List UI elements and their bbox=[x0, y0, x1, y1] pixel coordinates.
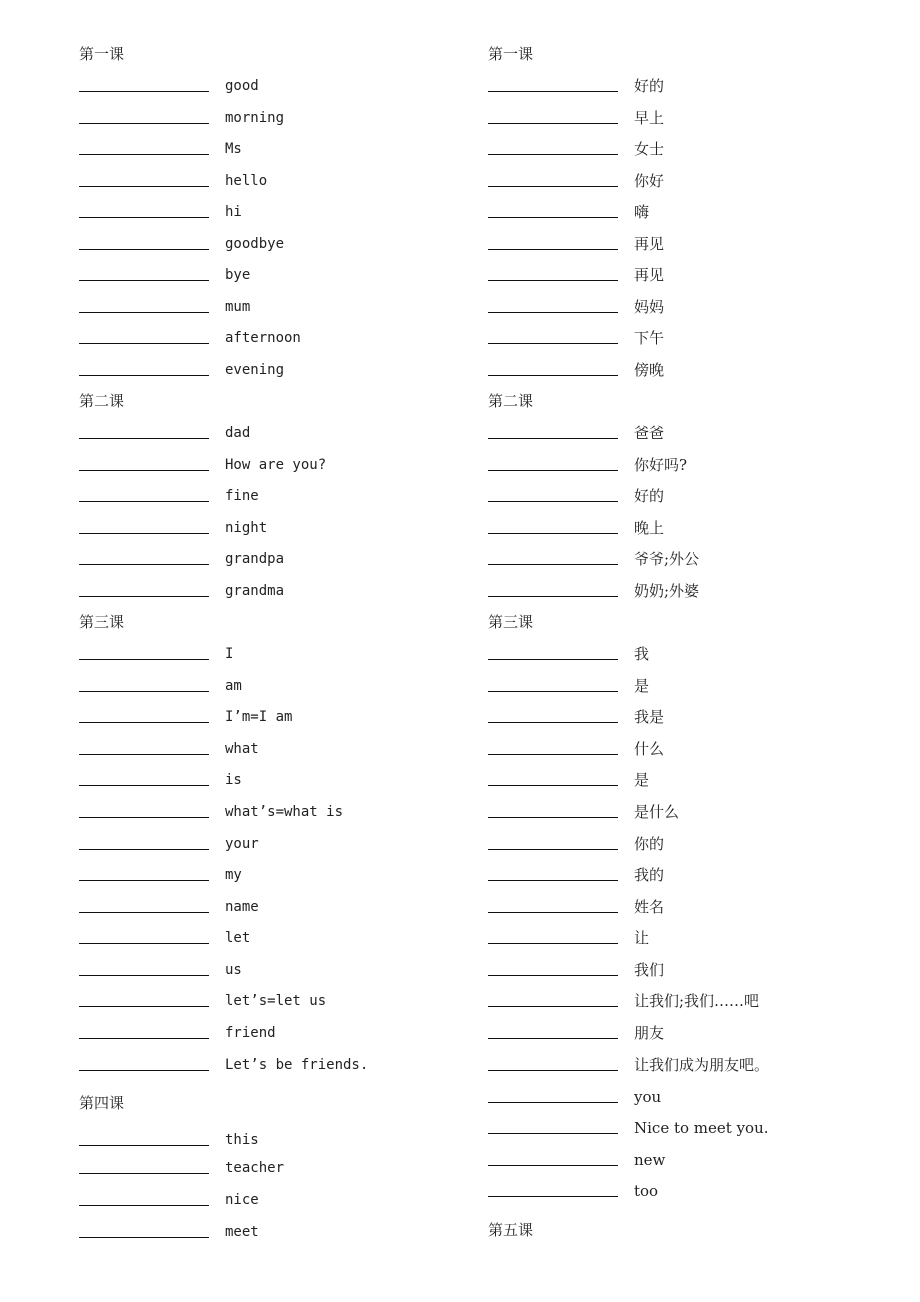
vocab-entry bbox=[488, 991, 908, 1011]
vocab-entry bbox=[488, 234, 908, 254]
answer-blank-line[interactable] bbox=[79, 659, 209, 660]
vocab-entry bbox=[79, 549, 499, 569]
vocab-entry bbox=[79, 297, 499, 317]
vocab-entry bbox=[79, 644, 499, 664]
vocab-word: what’s=what is bbox=[225, 804, 344, 820]
vocab-word: is bbox=[225, 772, 242, 788]
lesson-heading: 第一课 bbox=[79, 45, 125, 63]
vocab-word: mum bbox=[225, 299, 251, 315]
answer-blank-line[interactable] bbox=[488, 280, 618, 281]
vocab-word: you bbox=[634, 1088, 662, 1106]
vocab-word: what bbox=[225, 741, 259, 757]
vocab-entry bbox=[488, 676, 908, 696]
vocab-entry bbox=[79, 455, 499, 475]
vocab-entry bbox=[488, 770, 908, 790]
answer-blank-line[interactable] bbox=[79, 533, 209, 534]
vocab-word: 嗨 bbox=[634, 203, 650, 221]
answer-blank-line[interactable] bbox=[79, 1173, 209, 1174]
vocab-word: my bbox=[225, 867, 242, 883]
vocab-entry bbox=[488, 76, 908, 96]
vocab-word: am bbox=[225, 678, 242, 694]
vocab-entry bbox=[488, 739, 908, 759]
vocab-entry bbox=[488, 1023, 908, 1043]
answer-blank-line[interactable] bbox=[488, 1102, 618, 1103]
vocab-entry bbox=[488, 865, 908, 885]
vocab-word: new bbox=[634, 1151, 666, 1169]
answer-blank-line[interactable] bbox=[79, 1205, 209, 1206]
vocab-word: 是 bbox=[634, 771, 650, 789]
answer-blank-line[interactable] bbox=[488, 312, 618, 313]
vocab-word: 是什么 bbox=[634, 803, 680, 821]
answer-blank-line[interactable] bbox=[488, 154, 618, 155]
vocab-word: good bbox=[225, 78, 259, 94]
vocab-word: 好的 bbox=[634, 487, 665, 505]
vocab-entry bbox=[79, 202, 499, 222]
vocab-entry bbox=[79, 897, 499, 917]
vocab-entry bbox=[488, 139, 908, 159]
answer-blank-line[interactable] bbox=[79, 1038, 209, 1039]
vocab-word: 我是 bbox=[634, 708, 665, 726]
vocab-entry bbox=[488, 1150, 908, 1170]
vocab-word: Nice to meet you. bbox=[634, 1119, 769, 1137]
answer-blank-line[interactable] bbox=[79, 470, 209, 471]
answer-blank-line[interactable] bbox=[79, 691, 209, 692]
vocab-entry bbox=[79, 328, 499, 348]
vocab-word: 朋友 bbox=[634, 1024, 665, 1042]
vocab-word: 你好吗? bbox=[634, 456, 688, 474]
vocab-word: 爷爷;外公 bbox=[634, 550, 700, 568]
answer-blank-line[interactable] bbox=[488, 817, 618, 818]
answer-blank-line[interactable] bbox=[488, 1196, 618, 1197]
answer-blank-line[interactable] bbox=[488, 943, 618, 944]
vocab-word: night bbox=[225, 520, 268, 536]
answer-blank-line[interactable] bbox=[79, 564, 209, 565]
answer-blank-line[interactable] bbox=[488, 217, 618, 218]
vocab-entry bbox=[79, 1222, 499, 1242]
vocab-entry bbox=[488, 518, 908, 538]
vocab-word: I bbox=[225, 646, 234, 662]
answer-blank-line[interactable] bbox=[488, 564, 618, 565]
lesson-heading: 第五课 bbox=[488, 1221, 534, 1239]
lesson-heading: 第一课 bbox=[488, 45, 534, 63]
answer-blank-line[interactable] bbox=[79, 249, 209, 250]
vocab-word: 我们 bbox=[634, 961, 665, 979]
vocab-word: 你好 bbox=[634, 172, 665, 190]
vocab-entry bbox=[488, 455, 908, 475]
answer-blank-line[interactable] bbox=[79, 501, 209, 502]
vocab-entry bbox=[488, 549, 908, 569]
answer-blank-line[interactable] bbox=[79, 943, 209, 944]
vocab-word: 好的 bbox=[634, 77, 665, 95]
vocab-entry bbox=[488, 834, 908, 854]
answer-blank-line[interactable] bbox=[488, 1133, 618, 1134]
answer-blank-line[interactable] bbox=[488, 249, 618, 250]
answer-blank-line[interactable] bbox=[79, 785, 209, 786]
vocab-word: 爸爸 bbox=[634, 424, 665, 442]
answer-blank-line[interactable] bbox=[488, 91, 618, 92]
vocab-entry bbox=[79, 707, 499, 727]
answer-blank-line[interactable] bbox=[488, 375, 618, 376]
vocab-entry bbox=[488, 171, 908, 191]
vocab-word: 妈妈 bbox=[634, 298, 665, 316]
vocab-word: I’m=I am bbox=[225, 709, 293, 725]
lesson-heading: 第四课 bbox=[79, 1094, 125, 1112]
vocab-word: 是 bbox=[634, 677, 650, 695]
answer-blank-line[interactable] bbox=[79, 880, 209, 881]
vocab-word: grandpa bbox=[225, 551, 285, 567]
vocab-word: morning bbox=[225, 110, 285, 126]
vocab-word: evening bbox=[225, 362, 285, 378]
vocab-word: 我的 bbox=[634, 866, 665, 884]
vocab-entry bbox=[79, 360, 499, 380]
lesson-heading: 第三课 bbox=[488, 613, 534, 631]
vocab-word: goodbye bbox=[225, 236, 285, 252]
vocab-word: How are you? bbox=[225, 457, 327, 473]
vocab-word: your bbox=[225, 836, 259, 852]
vocab-entry bbox=[488, 960, 908, 980]
vocab-entry bbox=[79, 802, 499, 822]
answer-blank-line[interactable] bbox=[79, 217, 209, 218]
vocab-entry bbox=[79, 108, 499, 128]
vocab-entry bbox=[488, 1087, 908, 1107]
answer-blank-line[interactable] bbox=[488, 659, 618, 660]
vocab-entry bbox=[79, 1055, 499, 1075]
answer-blank-line[interactable] bbox=[79, 154, 209, 155]
answer-blank-line[interactable] bbox=[488, 754, 618, 755]
vocab-word: 让我们成为朋友吧。 bbox=[634, 1056, 770, 1074]
vocab-word: grandma bbox=[225, 583, 285, 599]
answer-blank-line[interactable] bbox=[488, 501, 618, 502]
lesson-heading: 第二课 bbox=[488, 392, 534, 410]
vocab-entry bbox=[488, 108, 908, 128]
vocab-word: 姓名 bbox=[634, 898, 665, 916]
vocab-entry bbox=[488, 297, 908, 317]
vocab-entry bbox=[488, 581, 908, 601]
answer-blank-line[interactable] bbox=[79, 343, 209, 344]
lesson-heading: 第二课 bbox=[79, 392, 125, 410]
answer-blank-line[interactable] bbox=[79, 912, 209, 913]
vocab-entry bbox=[79, 234, 499, 254]
answer-blank-line[interactable] bbox=[488, 343, 618, 344]
vocab-word: hi bbox=[225, 204, 242, 220]
answer-blank-line[interactable] bbox=[79, 186, 209, 187]
vocab-word: nice bbox=[225, 1192, 259, 1208]
answer-blank-line[interactable] bbox=[488, 1165, 618, 1166]
answer-blank-line[interactable] bbox=[488, 438, 618, 439]
lesson-heading: 第三课 bbox=[79, 613, 125, 631]
vocab-entry bbox=[79, 928, 499, 948]
answer-blank-line[interactable] bbox=[488, 849, 618, 850]
vocab-word: 女士 bbox=[634, 140, 665, 158]
vocab-word: name bbox=[225, 899, 259, 915]
vocab-entry bbox=[79, 865, 499, 885]
vocab-word: meet bbox=[225, 1224, 259, 1240]
answer-blank-line[interactable] bbox=[79, 91, 209, 92]
vocab-entry bbox=[79, 171, 499, 191]
answer-blank-line[interactable] bbox=[488, 912, 618, 913]
vocab-entry bbox=[488, 202, 908, 222]
vocab-word: Let’s be friends. bbox=[225, 1057, 369, 1073]
vocab-word: 傍晚 bbox=[634, 361, 665, 379]
vocab-entry bbox=[488, 1118, 908, 1138]
vocab-entry bbox=[79, 76, 499, 96]
vocab-entry bbox=[79, 1130, 499, 1150]
vocab-entry bbox=[488, 1181, 908, 1201]
vocab-entry bbox=[79, 1158, 499, 1178]
vocab-word: let bbox=[225, 930, 251, 946]
vocab-word: 我 bbox=[634, 645, 650, 663]
answer-blank-line[interactable] bbox=[488, 1038, 618, 1039]
vocab-entry bbox=[79, 518, 499, 538]
vocab-entry bbox=[79, 581, 499, 601]
vocab-entry bbox=[488, 328, 908, 348]
vocab-entry bbox=[79, 991, 499, 1011]
vocab-word: 让 bbox=[634, 929, 650, 947]
vocab-word: 早上 bbox=[634, 109, 665, 127]
answer-blank-line[interactable] bbox=[79, 817, 209, 818]
answer-blank-line[interactable] bbox=[488, 880, 618, 881]
answer-blank-line[interactable] bbox=[488, 596, 618, 597]
answer-blank-line[interactable] bbox=[79, 280, 209, 281]
vocab-entry bbox=[79, 770, 499, 790]
answer-blank-line[interactable] bbox=[79, 1237, 209, 1238]
answer-blank-line[interactable] bbox=[488, 785, 618, 786]
vocab-word: Ms bbox=[225, 141, 242, 157]
answer-blank-line[interactable] bbox=[488, 123, 618, 124]
answer-blank-line[interactable] bbox=[488, 691, 618, 692]
answer-blank-line[interactable] bbox=[79, 375, 209, 376]
answer-blank-line[interactable] bbox=[488, 533, 618, 534]
vocab-entry bbox=[79, 423, 499, 443]
vocab-entry bbox=[488, 802, 908, 822]
answer-blank-line[interactable] bbox=[79, 438, 209, 439]
answer-blank-line[interactable] bbox=[79, 722, 209, 723]
vocab-word: 奶奶;外婆 bbox=[634, 582, 700, 600]
answer-blank-line[interactable] bbox=[488, 722, 618, 723]
vocab-word: fine bbox=[225, 488, 259, 504]
vocab-entry bbox=[79, 960, 499, 980]
vocab-word: us bbox=[225, 962, 242, 978]
vocab-word: 下午 bbox=[634, 329, 665, 347]
vocab-word: 晚上 bbox=[634, 519, 665, 537]
vocab-entry bbox=[79, 1023, 499, 1043]
answer-blank-line[interactable] bbox=[488, 470, 618, 471]
answer-blank-line[interactable] bbox=[79, 849, 209, 850]
answer-blank-line[interactable] bbox=[488, 186, 618, 187]
vocab-entry bbox=[488, 707, 908, 727]
answer-blank-line[interactable] bbox=[79, 312, 209, 313]
vocab-entry bbox=[488, 897, 908, 917]
vocab-entry bbox=[79, 265, 499, 285]
vocab-entry bbox=[488, 360, 908, 380]
answer-blank-line[interactable] bbox=[79, 975, 209, 976]
answer-blank-line[interactable] bbox=[79, 1145, 209, 1146]
vocab-entry bbox=[488, 265, 908, 285]
vocab-entry bbox=[79, 1190, 499, 1210]
vocab-word: afternoon bbox=[225, 330, 301, 346]
answer-blank-line[interactable] bbox=[488, 1070, 618, 1071]
answer-blank-line[interactable] bbox=[79, 123, 209, 124]
vocab-entry bbox=[488, 928, 908, 948]
vocab-entry bbox=[488, 644, 908, 664]
answer-blank-line[interactable] bbox=[79, 1006, 209, 1007]
answer-blank-line[interactable] bbox=[488, 975, 618, 976]
vocab-word: teacher bbox=[225, 1160, 285, 1176]
vocab-word: 再见 bbox=[634, 266, 665, 284]
english-column bbox=[79, 0, 499, 1302]
vocab-entry bbox=[79, 139, 499, 159]
answer-blank-line[interactable] bbox=[79, 596, 209, 597]
vocab-word: 再见 bbox=[634, 235, 665, 253]
vocab-entry bbox=[488, 423, 908, 443]
vocab-entry bbox=[79, 486, 499, 506]
vocab-word: friend bbox=[225, 1025, 276, 1041]
vocab-entry bbox=[488, 486, 908, 506]
vocab-word: let’s=let us bbox=[225, 993, 327, 1009]
vocab-word: dad bbox=[225, 425, 251, 441]
answer-blank-line[interactable] bbox=[79, 754, 209, 755]
vocab-word: 你的 bbox=[634, 835, 665, 853]
vocab-word: 什么 bbox=[634, 740, 665, 758]
vocab-entry bbox=[488, 1055, 908, 1075]
vocab-word: too bbox=[634, 1182, 659, 1200]
answer-blank-line[interactable] bbox=[79, 1070, 209, 1071]
vocab-word: 让我们;我们……吧 bbox=[634, 992, 760, 1010]
vocab-word: bye bbox=[225, 267, 251, 283]
chinese-column bbox=[488, 0, 908, 1302]
vocab-word: hello bbox=[225, 173, 268, 189]
vocab-entry bbox=[79, 834, 499, 854]
vocab-word: this bbox=[225, 1132, 259, 1148]
vocab-entry bbox=[79, 739, 499, 759]
vocab-entry bbox=[79, 676, 499, 696]
answer-blank-line[interactable] bbox=[488, 1006, 618, 1007]
